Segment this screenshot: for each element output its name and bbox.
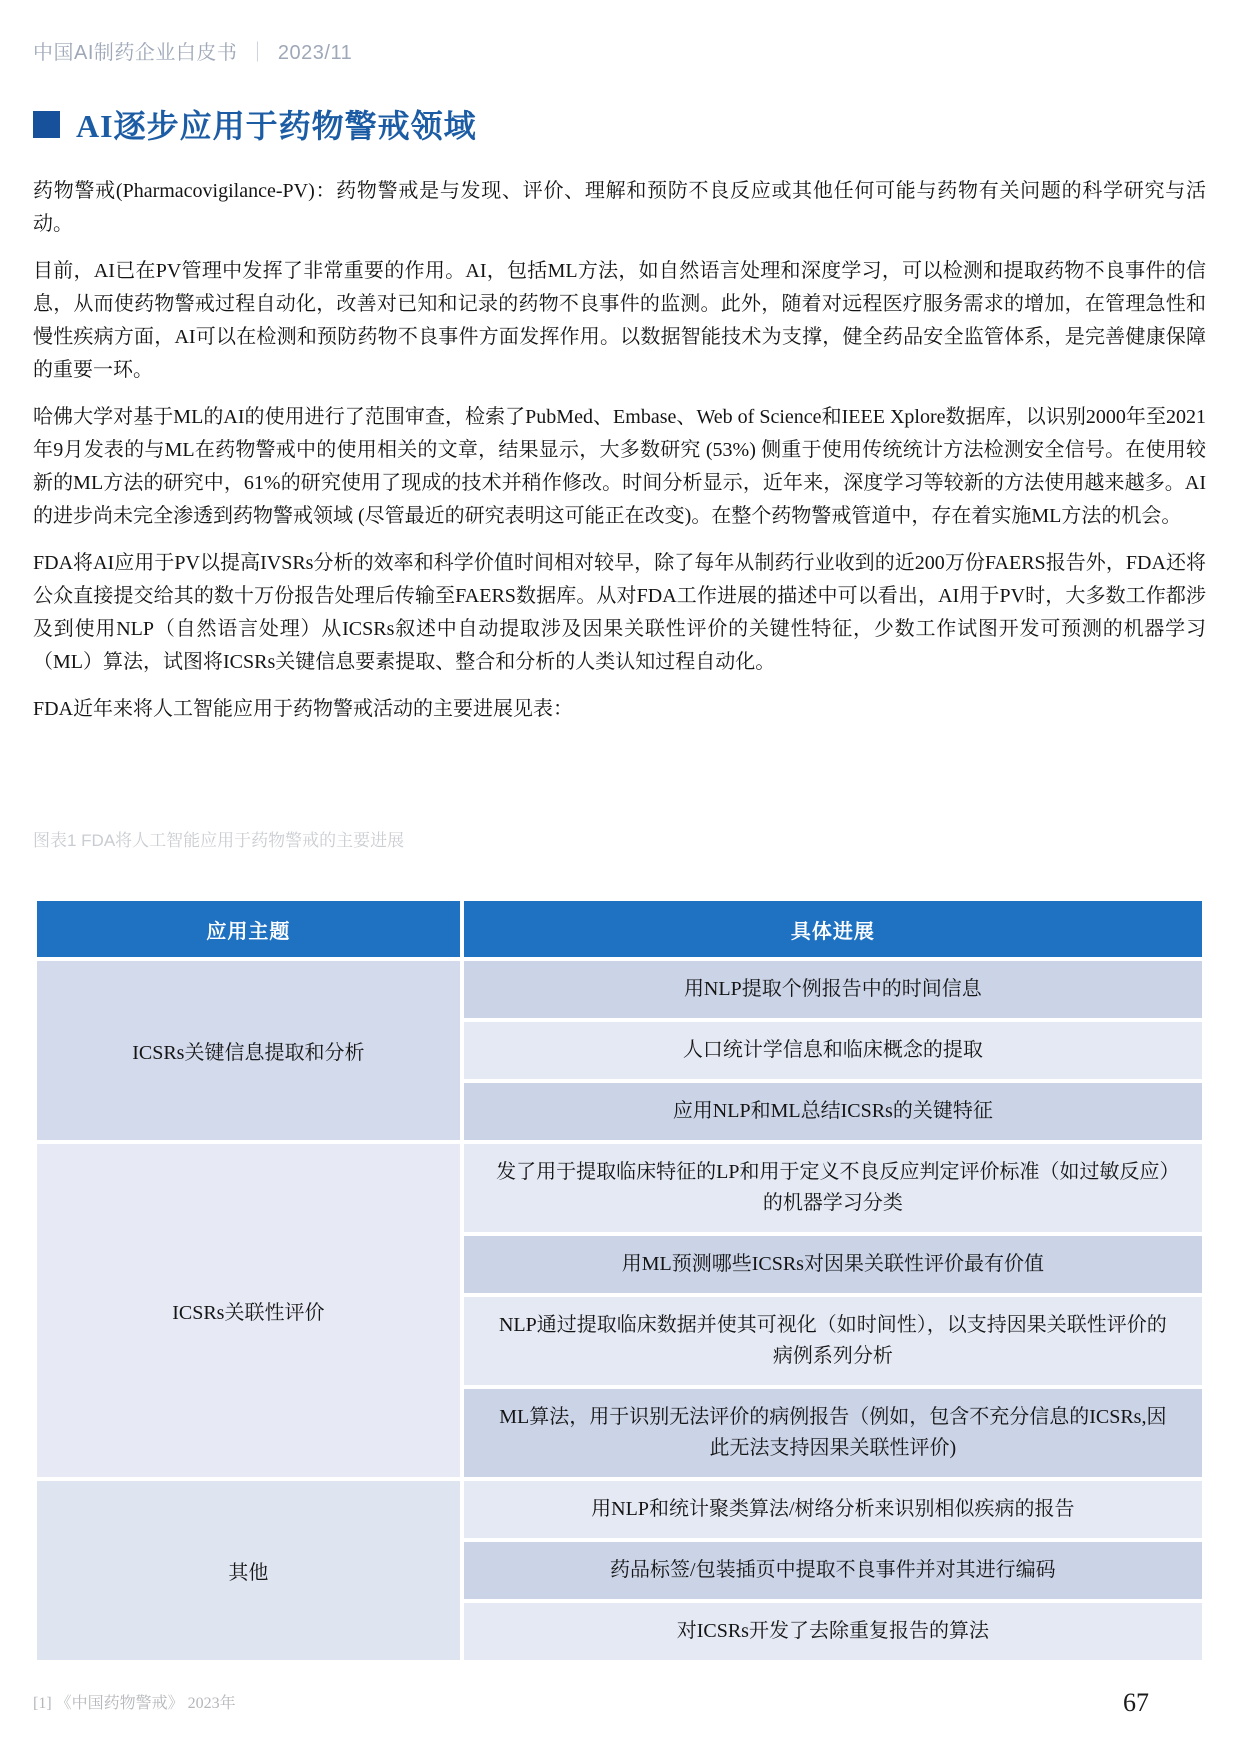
document-title: 中国AI制药企业白皮书 <box>33 42 238 64</box>
paragraph: 药物警戒(Pharmacovigilance-PV)：药物警戒是与发现、评价、理解和预防不良反应或其他任何可能与药物有关问题的科学研究与活动。 <box>33 180 1206 235</box>
footnote: [1] 《中国药物警戒》 2023年 <box>33 1695 236 1712</box>
detail-cell: 人口统计学信息和临床概念的提取 <box>462 1020 1204 1081</box>
detail-cell: 应用NLP和ML总结ICSRs的关键特征 <box>462 1081 1204 1142</box>
topic-cell: ICSRs关键信息提取和分析 <box>35 959 462 1142</box>
topic-cell: ICSRs关联性评价 <box>35 1142 462 1479</box>
paragraph: FDA将AI应用于PV以提高IVSRs分析的效率和科学价值时间相对较早，除了每年从制药行业收到的近200万份FAERS报告外，FDA还将公众直接提交给其的数十万份报告处理后传输至FAERS数据库。从对FDA工作进展的描述中可以看出，AI用于PV时，大多数工作都涉及到使用NLP（自然语言处理）从ICSRs叙述中自动提取涉及因果关联性评价的关键性特征，少数工作试图开发可预测的机器学习（ML）算法，试图将ICSRs关键信息要素提取、整合和分析的人类认知过程自动化。 <box>33 552 1206 673</box>
topic-cell: 其他 <box>35 1479 462 1662</box>
square-bullet-icon <box>33 111 60 138</box>
header-divider: ｜ <box>247 42 268 64</box>
paragraph: FDA近年来将人工智能应用于药物警戒活动的主要进展见表： <box>33 698 574 720</box>
body-text <box>33 175 1206 726</box>
detail-cell: 用NLP和统计聚类算法/树络分析来识别相似疾病的报告 <box>462 1479 1204 1540</box>
section-title <box>33 101 1206 147</box>
table-header-detail: 具体进展 <box>462 899 1204 959</box>
figure-caption: 图表1 FDA将人工智能应用于药物警戒的主要进展 <box>33 831 405 850</box>
detail-cell: 对ICSRs开发了去除重复报告的算法 <box>462 1601 1204 1662</box>
detail-cell: NLP通过提取临床数据并使其可视化（如时间性），以支持因果关联性评价的病例系列分析 <box>462 1295 1204 1387</box>
detail-cell: ML算法，用于识别无法评价的病例报告（例如，包含不充分信息的ICSRs,因此无法支持因果关联性评价) <box>462 1387 1204 1479</box>
progress-table <box>33 897 1206 1664</box>
table-row <box>35 959 1204 1020</box>
document-header <box>33 36 1206 65</box>
detail-cell: 用ML预测哪些ICSRs对因果关联性评价最有价值 <box>462 1234 1204 1295</box>
detail-cell: 发了用于提取临床特征的LP和用于定义不良反应判定评价标准（如过敏反应）的机器学习分类 <box>462 1142 1204 1234</box>
detail-cell: 药品标签/包装插页中提取不良事件并对其进行编码 <box>462 1540 1204 1601</box>
detail-cell: 用NLP提取个例报告中的时间信息 <box>462 959 1204 1020</box>
table-row <box>35 1142 1204 1234</box>
table-row <box>35 1479 1204 1540</box>
progress-table-body <box>35 959 1204 1662</box>
table-header-row <box>35 899 1204 959</box>
paragraph: 哈佛大学对基于ML的AI的使用进行了范围审查，检索了PubMed、Embase、Web of Science和IEEE Xplore数据库，以识别2000年至2021年9月发表的与ML在药物警戒中的使用相关的文章，结果显示，大多数研究 (53%) 侧重于使用传统统计方法检测安全信号。在使用较新的ML方法的研究中，61%的研究使用了现成的技术并稍作修改。时间分析显示，近年来，深度学习等较新的方法使用越来越多。AI的进步尚未完全渗透到药物警戒领域 (尽管最近的研究表明这可能正在改变)。在整个药物警戒管道中，存在着实施ML方法的机会。 <box>33 406 1206 527</box>
page-number: 67 <box>1123 1688 1149 1717</box>
section-title-text: AI逐步应用于药物警戒领域 <box>76 108 477 144</box>
table-header-topic: 应用主题 <box>35 899 462 959</box>
document-date: 2023/11 <box>277 42 353 64</box>
paragraph: 目前，AI已在PV管理中发挥了非常重要的作用。AI，包括ML方法，如自然语言处理和深度学习，可以检测和提取药物不良事件的信息，从而使药物警戒过程自动化，改善对已知和记录的药物不良事件的监测。此外，随着对远程医疗服务需求的增加，在管理急性和慢性疾病方面，AI可以在检测和预防药物不良事件方面发挥作用。以数据智能技术为支撑，健全药品安全监管体系，是完善健康保障的重要一环。 <box>33 260 1206 381</box>
